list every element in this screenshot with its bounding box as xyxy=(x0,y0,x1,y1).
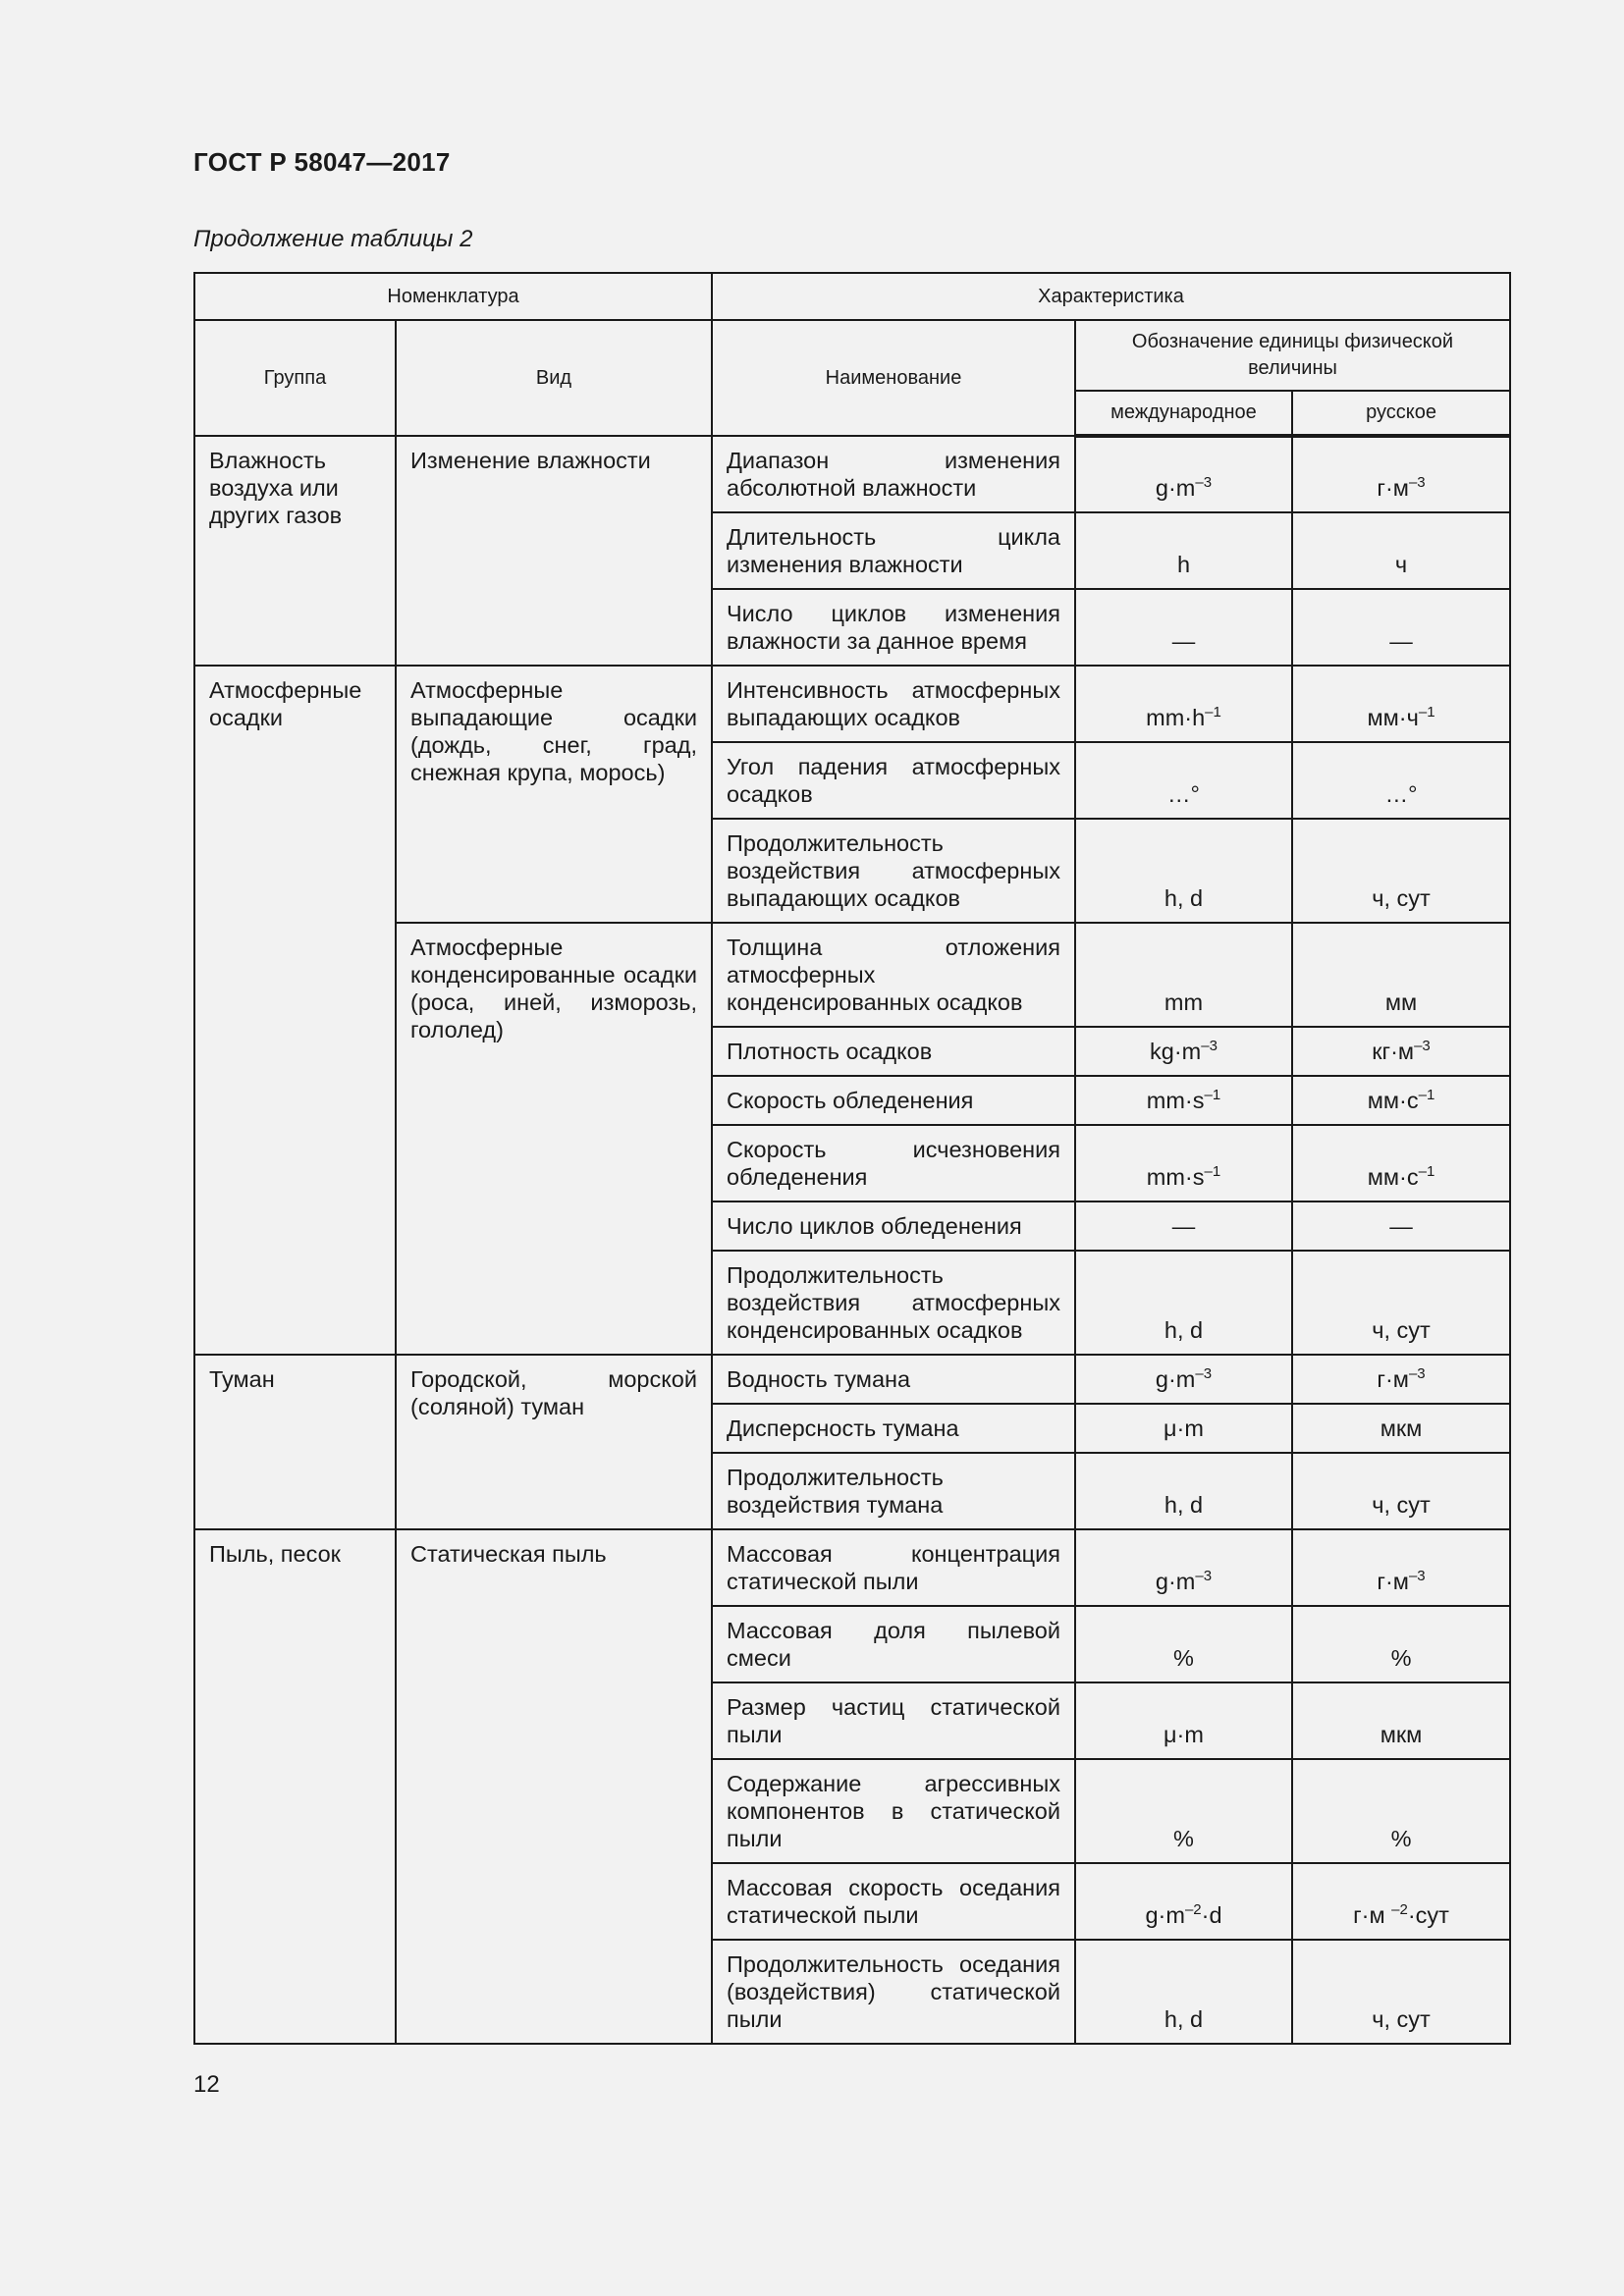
unit-base: μ·m xyxy=(1164,1415,1204,1441)
unit-russian-cell xyxy=(1292,1355,1510,1404)
unit-russian-cell xyxy=(1292,819,1510,923)
unit-international xyxy=(1076,988,1291,1026)
unit-base: ч xyxy=(1394,552,1408,577)
unit-russian-cell xyxy=(1292,1027,1510,1076)
unit-base: г·м xyxy=(1377,1569,1409,1594)
unit-international-cell xyxy=(1075,742,1292,819)
unit-exponent: –2 xyxy=(1391,1901,1408,1918)
unit-exponent: –1 xyxy=(1418,704,1435,721)
unit-international-cell xyxy=(1075,589,1292,666)
header-name: Наименование xyxy=(712,320,1075,436)
unit-russian xyxy=(1293,1038,1509,1075)
unit-russian-cell xyxy=(1292,742,1510,819)
unit-russian xyxy=(1293,1087,1509,1124)
characteristic-name: Интенсивность атмосферных выпадающих осадков xyxy=(727,677,1060,730)
unit-base: % xyxy=(1390,1826,1412,1851)
unit-base: мм·ч xyxy=(1367,705,1419,730)
characteristic-name-cell xyxy=(712,923,1075,1027)
unit-base: г·м xyxy=(1377,475,1409,501)
unit-russian xyxy=(1293,1415,1509,1452)
characteristic-name: Длительность цикла изменения влажности xyxy=(727,524,1060,577)
unit-international-cell xyxy=(1075,1125,1292,1201)
unit-russian xyxy=(1293,2005,1509,2043)
unit-exponent: –1 xyxy=(1418,1163,1435,1180)
unit-base: g·m xyxy=(1155,1569,1196,1594)
characteristic-name: Размер частиц статической пыли xyxy=(727,1694,1060,1747)
unit-base: мкм xyxy=(1380,1722,1423,1747)
unit-exponent: –1 xyxy=(1204,1163,1221,1180)
unit-base: % xyxy=(1390,1645,1412,1671)
unit-international xyxy=(1076,2005,1291,2043)
unit-international xyxy=(1076,1644,1291,1682)
unit-international xyxy=(1076,1901,1291,1939)
unit-exponent: –3 xyxy=(1195,1365,1213,1382)
unit-international-cell xyxy=(1075,819,1292,923)
characteristic-name: Массовая концентрация статической пыли xyxy=(727,1541,1060,1594)
kind-label: Изменение влажности xyxy=(410,448,651,473)
unit-exponent: –3 xyxy=(1408,1365,1426,1382)
unit-international xyxy=(1076,1568,1291,1605)
unit-international-cell xyxy=(1075,1682,1292,1759)
unit-international-cell xyxy=(1075,1940,1292,2044)
kind-label: Статическая пыль xyxy=(410,1541,607,1567)
unit-tail: ·сут xyxy=(1407,1902,1449,1928)
characteristic-name-cell xyxy=(712,1201,1075,1251)
kind-cell xyxy=(396,1529,712,2044)
table-body xyxy=(194,436,1510,2044)
unit-base: h, d xyxy=(1164,2006,1204,2032)
unit-exponent: –1 xyxy=(1204,1087,1221,1103)
unit-international xyxy=(1076,1087,1291,1124)
unit-exponent: –3 xyxy=(1195,474,1213,491)
unit-base: mm·h xyxy=(1146,705,1206,730)
unit-base: г·м xyxy=(1377,1366,1409,1392)
unit-international xyxy=(1076,780,1291,818)
unit-international-cell xyxy=(1075,436,1292,512)
unit-exponent: –3 xyxy=(1408,1568,1426,1584)
unit-russian xyxy=(1293,1316,1509,1354)
unit-russian xyxy=(1293,988,1509,1026)
unit-international xyxy=(1076,1212,1291,1250)
unit-russian xyxy=(1293,1644,1509,1682)
unit-base: h, d xyxy=(1164,1317,1204,1343)
unit-international xyxy=(1076,1316,1291,1354)
group-label: Атмосферные осадки xyxy=(209,677,362,730)
characteristic-name: Продолжительность оседания (воздействия) статической пыли xyxy=(727,1951,1060,2032)
unit-russian-cell xyxy=(1292,666,1510,742)
unit-base: — xyxy=(1389,628,1413,654)
header-characteristic: Характеристика xyxy=(712,273,1510,320)
characteristic-name: Содержание агрессивных компонентов в статической пыли xyxy=(727,1771,1060,1851)
unit-russian-cell xyxy=(1292,1404,1510,1453)
characteristic-name-cell xyxy=(712,819,1075,923)
unit-international xyxy=(1076,884,1291,922)
unit-international xyxy=(1076,1491,1291,1528)
characteristic-name: Водность тумана xyxy=(727,1366,911,1392)
characteristic-name-cell xyxy=(712,742,1075,819)
unit-base: …° xyxy=(1384,781,1418,807)
unit-russian-cell xyxy=(1292,512,1510,589)
characteristic-name-cell xyxy=(712,1863,1075,1940)
unit-international xyxy=(1076,1163,1291,1201)
unit-base: g·m xyxy=(1155,1366,1196,1392)
characteristic-name-cell xyxy=(712,666,1075,742)
header-kind: Вид xyxy=(396,320,712,436)
characteristics-table xyxy=(193,272,1511,2045)
unit-russian-cell xyxy=(1292,1453,1510,1529)
unit-base: % xyxy=(1173,1645,1194,1671)
unit-international xyxy=(1076,474,1291,511)
unit-international-cell xyxy=(1075,1355,1292,1404)
unit-russian xyxy=(1293,780,1509,818)
unit-base: mm xyxy=(1164,989,1204,1015)
unit-russian-cell xyxy=(1292,1201,1510,1251)
unit-base: мкм xyxy=(1380,1415,1423,1441)
table-row xyxy=(194,436,1510,512)
characteristic-name-cell xyxy=(712,1404,1075,1453)
unit-exponent: –2 xyxy=(1184,1901,1202,1918)
unit-base: мм·с xyxy=(1367,1088,1419,1113)
unit-base: г·м xyxy=(1353,1902,1392,1928)
unit-russian-cell xyxy=(1292,589,1510,666)
characteristic-name-cell xyxy=(712,1759,1075,1863)
unit-russian-cell xyxy=(1292,1759,1510,1863)
unit-russian-cell xyxy=(1292,1863,1510,1940)
unit-international-cell xyxy=(1075,1027,1292,1076)
characteristic-name-cell xyxy=(712,436,1075,512)
unit-base: h xyxy=(1176,552,1191,577)
kind-cell xyxy=(396,923,712,1355)
kind-cell xyxy=(396,1355,712,1529)
header-nomenclature: Номенклатура xyxy=(194,273,712,320)
unit-russian xyxy=(1293,474,1509,511)
unit-international xyxy=(1076,551,1291,588)
characteristic-name-cell xyxy=(712,1027,1075,1076)
unit-base: кг·м xyxy=(1372,1039,1415,1064)
unit-russian xyxy=(1293,1163,1509,1201)
unit-base: kg·m xyxy=(1150,1039,1202,1064)
kind-cell xyxy=(396,666,712,923)
characteristic-name: Плотность осадков xyxy=(727,1039,933,1064)
unit-exponent: –3 xyxy=(1408,474,1426,491)
unit-international-cell xyxy=(1075,1404,1292,1453)
unit-russian xyxy=(1293,1901,1509,1939)
unit-international xyxy=(1076,627,1291,665)
unit-base: ч, сут xyxy=(1372,1317,1431,1343)
unit-exponent: –3 xyxy=(1414,1038,1431,1054)
characteristic-name: Дисперсность тумана xyxy=(727,1415,959,1441)
unit-international xyxy=(1076,1825,1291,1862)
unit-russian xyxy=(1293,704,1509,741)
unit-international-cell xyxy=(1075,1759,1292,1863)
unit-base: h, d xyxy=(1164,885,1204,911)
kind-label: Городской, морской (соляной) туман xyxy=(410,1366,697,1419)
characteristic-name-cell xyxy=(712,1529,1075,1606)
unit-russian-cell xyxy=(1292,1125,1510,1201)
unit-international-cell xyxy=(1075,1529,1292,1606)
unit-base: — xyxy=(1171,628,1196,654)
unit-base: …° xyxy=(1167,781,1200,807)
unit-russian xyxy=(1293,1721,1509,1758)
unit-international-cell xyxy=(1075,1606,1292,1682)
unit-international-cell xyxy=(1075,666,1292,742)
characteristic-name: Диапазон изменения абсолютной влажности xyxy=(727,448,1060,501)
characteristic-name: Скорость исчезновения обледенения xyxy=(727,1137,1060,1190)
group-label: Влажность воздуха или других газов xyxy=(209,448,343,528)
unit-international-cell xyxy=(1075,1251,1292,1355)
characteristic-name: Массовая доля пылевой смеси xyxy=(727,1618,1060,1671)
unit-international xyxy=(1076,1721,1291,1758)
characteristic-name-cell xyxy=(712,512,1075,589)
unit-russian xyxy=(1293,627,1509,665)
unit-international-cell xyxy=(1075,1201,1292,1251)
unit-russian xyxy=(1293,884,1509,922)
kind-cell xyxy=(396,436,712,666)
table-row xyxy=(194,1355,1510,1404)
header-russian: русское xyxy=(1292,391,1510,436)
page-number: 12 xyxy=(193,2071,220,2098)
group-label: Пыль, песок xyxy=(209,1541,341,1567)
unit-international-cell xyxy=(1075,923,1292,1027)
characteristic-name-cell xyxy=(712,589,1075,666)
unit-russian xyxy=(1293,1825,1509,1862)
header-group: Группа xyxy=(194,320,396,436)
characteristic-name-cell xyxy=(712,1940,1075,2044)
group-cell xyxy=(194,1529,396,2044)
group-cell xyxy=(194,436,396,666)
characteristic-name: Угол падения атмосферных осадков xyxy=(727,754,1060,807)
unit-russian xyxy=(1293,1365,1509,1403)
characteristic-name-cell xyxy=(712,1606,1075,1682)
characteristic-name-cell xyxy=(712,1125,1075,1201)
unit-russian-cell xyxy=(1292,1076,1510,1125)
unit-exponent: –3 xyxy=(1201,1038,1218,1054)
header-international: международное xyxy=(1075,391,1292,436)
kind-label: Атмосферные выпадающие осадки (дождь, снег, град, снежная крупа, морось) xyxy=(410,677,697,785)
characteristic-name: Продолжительность воздействия атмосферных выпадающих осадков xyxy=(727,830,1060,911)
characteristic-name: Толщина отложения атмосферных конденсированных осадков xyxy=(727,934,1060,1015)
unit-international xyxy=(1076,1365,1291,1403)
characteristic-name-cell xyxy=(712,1453,1075,1529)
unit-base: ч, сут xyxy=(1372,2006,1431,2032)
characteristic-name: Скорость обледенения xyxy=(727,1088,974,1113)
unit-tail: ·d xyxy=(1201,1902,1222,1928)
kind-label: Атмосферные конденсированные осадки (роса, иней, изморозь, гололед) xyxy=(410,934,697,1042)
document-header: ГОСТ Р 58047—2017 xyxy=(193,147,451,177)
unit-international-cell xyxy=(1075,512,1292,589)
unit-russian-cell xyxy=(1292,1940,1510,2044)
unit-base: мм·с xyxy=(1367,1164,1419,1190)
table-row xyxy=(194,666,1510,742)
unit-base: g·m xyxy=(1155,475,1196,501)
table-row xyxy=(194,1529,1510,1606)
unit-base: — xyxy=(1389,1213,1413,1239)
unit-base: mm·s xyxy=(1146,1164,1205,1190)
unit-base: g·m xyxy=(1145,1902,1185,1928)
characteristic-name: Массовая скорость оседания статической пыли xyxy=(727,1875,1060,1928)
unit-base: — xyxy=(1171,1213,1196,1239)
group-cell xyxy=(194,666,396,1355)
unit-russian-cell xyxy=(1292,1682,1510,1759)
characteristic-name: Продолжительность воздействия атмосферных конденсированных осадков xyxy=(727,1262,1060,1343)
unit-russian-cell xyxy=(1292,1529,1510,1606)
unit-international xyxy=(1076,1038,1291,1075)
unit-base: % xyxy=(1173,1826,1194,1851)
characteristic-name-cell xyxy=(712,1076,1075,1125)
unit-base: мм xyxy=(1384,989,1418,1015)
characteristic-name-cell xyxy=(712,1355,1075,1404)
unit-russian xyxy=(1293,1568,1509,1605)
unit-base: ч, сут xyxy=(1372,885,1431,911)
unit-russian-cell xyxy=(1292,1251,1510,1355)
characteristic-name-cell xyxy=(712,1251,1075,1355)
header-unit-designation: Обозначение единицы физической величины xyxy=(1075,320,1510,391)
group-cell xyxy=(194,1355,396,1529)
characteristic-name: Продолжительность воздействия тумана xyxy=(727,1465,944,1518)
unit-russian xyxy=(1293,551,1509,588)
unit-base: ч, сут xyxy=(1372,1492,1431,1518)
unit-russian xyxy=(1293,1212,1509,1250)
unit-exponent: –1 xyxy=(1205,704,1221,721)
unit-russian-cell xyxy=(1292,923,1510,1027)
unit-base: h, d xyxy=(1164,1492,1204,1518)
unit-base: mm·s xyxy=(1146,1088,1205,1113)
characteristic-name: Число циклов обледенения xyxy=(727,1213,1022,1239)
unit-russian xyxy=(1293,1491,1509,1528)
table-caption: Продолжение таблицы 2 xyxy=(193,226,473,252)
characteristic-name-cell xyxy=(712,1682,1075,1759)
unit-international xyxy=(1076,704,1291,741)
unit-international-cell xyxy=(1075,1863,1292,1940)
characteristic-name: Число циклов изменения влажности за данное время xyxy=(727,601,1060,654)
unit-base: μ·m xyxy=(1164,1722,1204,1747)
unit-exponent: –3 xyxy=(1195,1568,1213,1584)
unit-russian-cell xyxy=(1292,436,1510,512)
unit-russian-cell xyxy=(1292,1606,1510,1682)
unit-international-cell xyxy=(1075,1453,1292,1529)
group-label: Туман xyxy=(209,1366,275,1392)
unit-exponent: –1 xyxy=(1418,1087,1435,1103)
unit-international xyxy=(1076,1415,1291,1452)
unit-international-cell xyxy=(1075,1076,1292,1125)
